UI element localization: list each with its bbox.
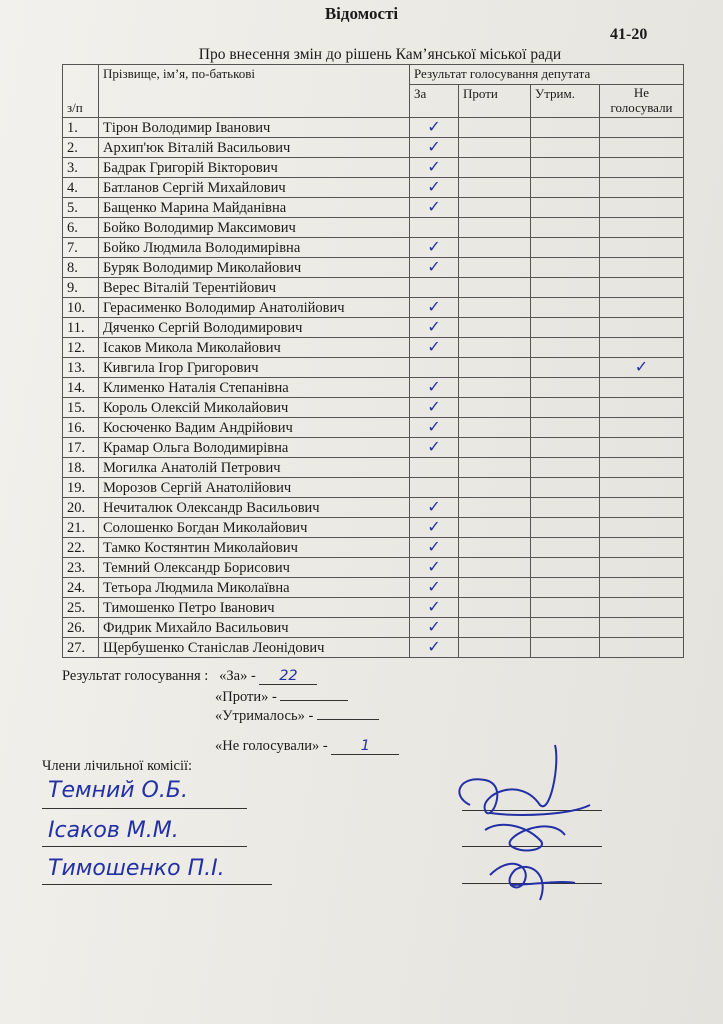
vote-cell-for: [410, 398, 459, 418]
commission-member-1: Темний О.Б.: [48, 778, 188, 803]
vote-cell-abstain: [531, 318, 600, 338]
deputy-name: Фидрик Михайло Васильович: [99, 618, 410, 638]
vote-cell-for: [410, 598, 459, 618]
vote-cell-abstain: [531, 518, 600, 538]
vote-cell-for: [410, 418, 459, 438]
table-row: [63, 458, 684, 478]
row-number: 1.: [63, 118, 99, 138]
vote-cell-against: [459, 158, 531, 178]
row-number: 20.: [63, 498, 99, 518]
table-row: [63, 238, 684, 258]
vote-cell-not-voted: [600, 638, 684, 658]
vote-cell-abstain: [531, 298, 600, 318]
checkmark-icon: ✓: [427, 177, 441, 196]
vote-cell-abstain: [531, 158, 600, 178]
vote-cell-against: [459, 398, 531, 418]
checkmark-icon: ✓: [427, 497, 441, 516]
vote-cell-not-voted: [600, 118, 684, 138]
table-row: [63, 418, 684, 438]
vote-cell-against: [459, 418, 531, 438]
col-result-header: Результат голосування депутата: [410, 65, 684, 85]
vote-cell-not-voted: [600, 558, 684, 578]
vote-cell-for: [410, 458, 459, 478]
vote-cell-against: [459, 198, 531, 218]
vote-cell-abstain: [531, 338, 600, 358]
checkmark-icon: ✓: [427, 337, 441, 356]
table-row: [63, 358, 684, 378]
vote-cell-against: [459, 618, 531, 638]
vote-cell-for: [410, 338, 459, 358]
checkmark-icon: ✓: [427, 117, 441, 136]
row-number: 23.: [63, 558, 99, 578]
vote-cell-for: [410, 478, 459, 498]
commission-member-3: Тимошенко П.І.: [48, 856, 225, 881]
vote-cell-against: [459, 638, 531, 658]
vote-cell-against: [459, 578, 531, 598]
table-row: [63, 478, 684, 498]
vote-cell-for: [410, 198, 459, 218]
row-number: 5.: [63, 198, 99, 218]
vote-cell-not-voted: [600, 438, 684, 458]
row-number: 12.: [63, 338, 99, 358]
vote-cell-for: [410, 618, 459, 638]
row-number: 18.: [63, 458, 99, 478]
table-row: [63, 538, 684, 558]
vote-cell-against: [459, 238, 531, 258]
table-row: [63, 298, 684, 318]
vote-cell-against: [459, 498, 531, 518]
vote-cell-for: [410, 638, 459, 658]
deputy-name: Бойко Людмила Володимирівна: [99, 238, 410, 258]
row-number: 24.: [63, 578, 99, 598]
vote-cell-not-voted: [600, 158, 684, 178]
vote-cell-abstain: [531, 598, 600, 618]
vote-cell-abstain: [531, 538, 600, 558]
checkmark-icon: ✓: [427, 437, 441, 456]
vote-cell-not-voted: [600, 478, 684, 498]
deputy-name: Косюченко Вадим Андрійович: [99, 418, 410, 438]
vote-cell-not-voted: [600, 258, 684, 278]
deputy-name: Бадрак Григорій Вікторович: [99, 158, 410, 178]
checkmark-icon: ✓: [427, 257, 441, 276]
commission-label: Члени лічильної комісії:: [42, 758, 193, 774]
vote-cell-for: [410, 438, 459, 458]
row-number: 10.: [63, 298, 99, 318]
row-number: 13.: [63, 358, 99, 378]
result-notvoted-line: [215, 738, 399, 755]
deputy-name: Тірон Володимир Іванович: [99, 118, 410, 138]
vote-cell-against: [459, 558, 531, 578]
col-abstain-header: Утрим.: [531, 85, 600, 118]
table-row: [63, 378, 684, 398]
table-row: [63, 218, 684, 238]
col-against-header: Проти: [459, 85, 531, 118]
vote-cell-for: [410, 278, 459, 298]
vote-cell-for: [410, 298, 459, 318]
vote-cell-not-voted: [600, 458, 684, 478]
checkmark-icon: ✓: [427, 517, 441, 536]
result-for-label: «За» -: [219, 668, 256, 684]
vote-cell-for: [410, 238, 459, 258]
deputy-name: Солошенко Богдан Миколайович: [99, 518, 410, 538]
checkmark-icon: ✓: [427, 557, 441, 576]
deputy-name: Бащенко Марина Майданівна: [99, 198, 410, 218]
deputy-name: Бойко Володимир Максимович: [99, 218, 410, 238]
vote-cell-abstain: [531, 138, 600, 158]
voting-table: [62, 64, 684, 658]
vote-cell-against: [459, 178, 531, 198]
vote-cell-abstain: [531, 458, 600, 478]
col-num-header: з/п: [63, 65, 99, 118]
vote-cell-against: [459, 378, 531, 398]
checkmark-icon: ✓: [427, 297, 441, 316]
vote-cell-against: [459, 538, 531, 558]
deputy-name: Архип'юк Віталій Васильович: [99, 138, 410, 158]
vote-cell-not-voted: [600, 578, 684, 598]
row-number: 8.: [63, 258, 99, 278]
vote-cell-against: [459, 598, 531, 618]
row-number: 9.: [63, 278, 99, 298]
deputy-name: Могилка Анатолій Петрович: [99, 458, 410, 478]
table-row: [63, 518, 684, 538]
col-name-header: Прізвище, ім’я, по-батькові: [99, 65, 410, 118]
vote-cell-for: [410, 318, 459, 338]
vote-cell-for: [410, 518, 459, 538]
row-number: 15.: [63, 398, 99, 418]
vote-cell-against: [459, 318, 531, 338]
vote-cell-abstain: [531, 178, 600, 198]
signature-line: [42, 846, 247, 847]
vote-cell-not-voted: [600, 378, 684, 398]
deputy-name: Тимошенко Петро Іванович: [99, 598, 410, 618]
result-abstain-line: [215, 708, 379, 725]
checkmark-icon: ✓: [427, 137, 441, 156]
row-number: 2.: [63, 138, 99, 158]
vote-cell-abstain: [531, 418, 600, 438]
deputy-name: Темний Олександр Борисович: [99, 558, 410, 578]
table-row: [63, 338, 684, 358]
table-row: [63, 438, 684, 458]
table-row: [63, 578, 684, 598]
checkmark-icon: ✓: [634, 357, 649, 376]
row-number: 27.: [63, 638, 99, 658]
checkmark-icon: ✓: [427, 377, 441, 396]
table-row: [63, 118, 684, 138]
vote-cell-for: [410, 258, 459, 278]
checkmark-icon: ✓: [427, 417, 441, 436]
deputy-name: Тамко Костянтин Миколайович: [99, 538, 410, 558]
vote-cell-not-voted: [600, 598, 684, 618]
row-number: 21.: [63, 518, 99, 538]
table-row: [63, 638, 684, 658]
result-for-value: 22: [259, 668, 317, 685]
vote-cell-against: [459, 458, 531, 478]
result-notvoted-label: «Не голосували» -: [215, 738, 328, 754]
table-row: [63, 618, 684, 638]
deputy-name: Кивгила Ігор Григорович: [99, 358, 410, 378]
row-number: 25.: [63, 598, 99, 618]
vote-cell-against: [459, 438, 531, 458]
result-against-line: [215, 689, 348, 706]
vote-cell-abstain: [531, 218, 600, 238]
vote-cell-not-voted: [600, 238, 684, 258]
table-row: [63, 598, 684, 618]
vote-cell-for: [410, 118, 459, 138]
vote-cell-against: [459, 338, 531, 358]
deputy-name: Король Олексій Миколайович: [99, 398, 410, 418]
checkmark-icon: ✓: [427, 637, 441, 656]
row-number: 14.: [63, 378, 99, 398]
table-row: [63, 198, 684, 218]
vote-cell-abstain: [531, 198, 600, 218]
deputy-name: Клименко Наталія Степанівна: [99, 378, 410, 398]
result-against-label: «Проти» -: [215, 689, 277, 705]
vote-cell-abstain: [531, 118, 600, 138]
vote-cell-not-voted: [600, 618, 684, 638]
deputy-name: Ісаков Микола Миколайович: [99, 338, 410, 358]
checkmark-icon: ✓: [427, 197, 441, 216]
vote-cell-for: [410, 358, 459, 378]
result-label: Результат голосування :: [62, 668, 209, 684]
checkmark-icon: ✓: [427, 237, 441, 256]
row-number: 17.: [63, 438, 99, 458]
deputy-name: Морозов Сергій Анатолійович: [99, 478, 410, 498]
vote-cell-abstain: [531, 398, 600, 418]
commission-member-2: Ісаков М.М.: [48, 818, 179, 843]
result-notvoted-value: 1: [331, 738, 399, 755]
row-number: 3.: [63, 158, 99, 178]
row-number: 6.: [63, 218, 99, 238]
document-number: 41-20: [610, 26, 648, 43]
vote-cell-abstain: [531, 578, 600, 598]
table-row: [63, 318, 684, 338]
vote-cell-not-voted: [600, 298, 684, 318]
vote-cell-for: [410, 178, 459, 198]
row-number: 19.: [63, 478, 99, 498]
vote-cell-for: [410, 558, 459, 578]
row-number: 4.: [63, 178, 99, 198]
vote-cell-for: [410, 578, 459, 598]
vote-cell-against: [459, 258, 531, 278]
vote-cell-not-voted: [600, 418, 684, 438]
row-number: 11.: [63, 318, 99, 338]
col-for-header: За: [410, 85, 459, 118]
vote-cell-for: [410, 218, 459, 238]
vote-cell-not-voted: [600, 318, 684, 338]
vote-cell-abstain: [531, 438, 600, 458]
checkmark-icon: ✓: [427, 617, 441, 636]
row-number: 7.: [63, 238, 99, 258]
vote-cell-not-voted: [600, 198, 684, 218]
document-title: Відомості: [324, 4, 399, 23]
vote-cell-abstain: [531, 258, 600, 278]
vote-cell-against: [459, 518, 531, 538]
handwritten-signatures: [430, 735, 610, 915]
vote-cell-abstain: [531, 638, 600, 658]
vote-cell-against: [459, 298, 531, 318]
vote-cell-abstain: [531, 238, 600, 258]
checkmark-icon: ✓: [427, 157, 441, 176]
vote-cell-against: [459, 218, 531, 238]
vote-cell-not-voted: [600, 398, 684, 418]
vote-cell-abstain: [531, 618, 600, 638]
signature-line: [42, 808, 247, 809]
table-row: [63, 158, 684, 178]
col-notvoted-header: Не голосували: [600, 85, 684, 118]
row-number: 26.: [63, 618, 99, 638]
vote-cell-not-voted: [600, 218, 684, 238]
table-row: [63, 258, 684, 278]
vote-cell-not-voted: [600, 338, 684, 358]
deputy-name: Дяченко Сергій Володимирович: [99, 318, 410, 338]
vote-cell-against: [459, 478, 531, 498]
vote-cell-abstain: [531, 358, 600, 378]
document-subtitle: Про внесення змін до рішень Кам’янської міської ради: [198, 46, 562, 63]
checkmark-icon: ✓: [427, 577, 441, 596]
table-row: [63, 178, 684, 198]
vote-cell-not-voted: [600, 538, 684, 558]
vote-cell-not-voted: [600, 518, 684, 538]
result-abstain-label: «Утрималось» -: [215, 708, 314, 724]
checkmark-icon: ✓: [427, 537, 441, 556]
deputy-name: Щербушенко Станіслав Леонідович: [99, 638, 410, 658]
vote-cell-not-voted: [600, 278, 684, 298]
row-number: 22.: [63, 538, 99, 558]
deputy-name: Тетьора Людмила Миколаївна: [99, 578, 410, 598]
deputy-name: Буряк Володимир Миколайович: [99, 258, 410, 278]
row-number: 16.: [63, 418, 99, 438]
deputy-name: Нечиталюк Олександр Васильович: [99, 498, 410, 518]
vote-cell-abstain: [531, 278, 600, 298]
vote-cell-for: [410, 378, 459, 398]
vote-cell-against: [459, 358, 531, 378]
signature-line: [42, 884, 272, 885]
checkmark-icon: ✓: [427, 317, 441, 336]
vote-cell-abstain: [531, 478, 600, 498]
checkmark-icon: ✓: [427, 597, 441, 616]
vote-cell-for: [410, 498, 459, 518]
vote-cell-for: [410, 138, 459, 158]
result-for-line: [62, 668, 317, 685]
vote-cell-for: [410, 158, 459, 178]
vote-cell-not-voted: [600, 178, 684, 198]
table-row: [63, 398, 684, 418]
result-against-blank: [280, 700, 348, 701]
vote-cell-not-voted: [600, 358, 684, 378]
vote-cell-abstain: [531, 498, 600, 518]
table-row: [63, 138, 684, 158]
table-row: [63, 278, 684, 298]
vote-cell-not-voted: [600, 498, 684, 518]
vote-cell-abstain: [531, 558, 600, 578]
vote-cell-against: [459, 138, 531, 158]
result-abstain-blank: [317, 719, 379, 720]
vote-cell-against: [459, 118, 531, 138]
deputy-name: Герасименко Володимир Анатолійович: [99, 298, 410, 318]
deputy-name: Верес Віталій Терентійович: [99, 278, 410, 298]
vote-cell-not-voted: [600, 138, 684, 158]
checkmark-icon: ✓: [427, 397, 441, 416]
deputy-name: Крамар Ольга Володимирівна: [99, 438, 410, 458]
vote-cell-against: [459, 278, 531, 298]
vote-cell-for: [410, 538, 459, 558]
table-row: [63, 498, 684, 518]
table-row: [63, 558, 684, 578]
vote-cell-abstain: [531, 378, 600, 398]
deputy-name: Батланов Сергій Михайлович: [99, 178, 410, 198]
